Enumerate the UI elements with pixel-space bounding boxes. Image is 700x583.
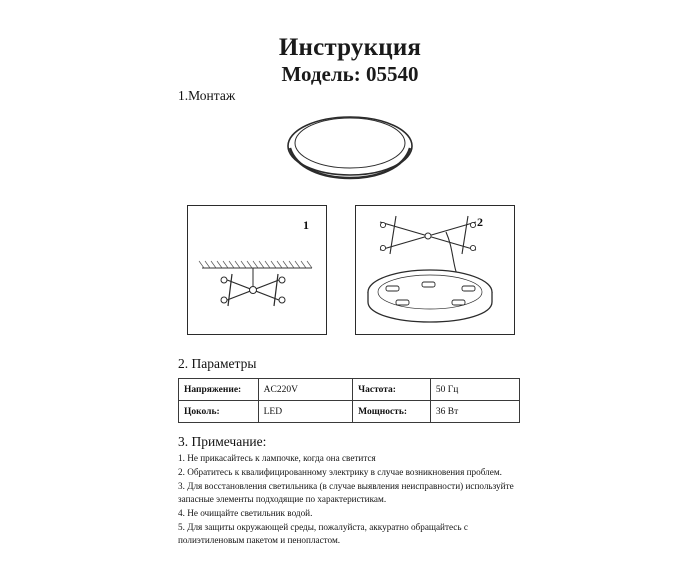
figure-step-1-number: 1 xyxy=(303,218,309,232)
notes-list xyxy=(178,452,526,548)
note-item: 3. Для восстановления светильника (в случае выявления неисправности) используйте запасные элементы подходящие по характеристикам. xyxy=(178,481,514,505)
note-item: 1. Не прикасайтесь к лампочке, когда она светится xyxy=(178,453,376,463)
param-label-voltage: Напряжение: xyxy=(179,379,259,401)
param-value-socket: LED xyxy=(258,401,353,423)
param-label-socket: Цоколь: xyxy=(179,401,259,423)
param-value-voltage: AC220V xyxy=(258,379,353,401)
page-title: Инструкция xyxy=(278,34,422,61)
param-label-power: Мощность: xyxy=(353,401,431,423)
section-heading-parameters: 2. Параметры xyxy=(178,356,257,371)
note-item: 5. Для защиты окружающей среды, пожалуйста, аккуратно обращайтесь с полиэтиленовым пакетом и пенопластом. xyxy=(178,522,468,546)
table-row xyxy=(179,379,520,401)
param-value-frequency: 50 Гц xyxy=(430,379,519,401)
note-item: 4. Не очищайте светильник водой. xyxy=(178,508,313,519)
figure-step-2 xyxy=(355,205,515,335)
section-heading-notes: 3. Примечание: xyxy=(178,434,267,449)
ceiling-lamp-icon xyxy=(286,110,414,182)
table-row xyxy=(179,401,520,423)
parameters-table xyxy=(178,378,520,423)
model-line: Модель: 05540 xyxy=(281,62,419,86)
param-value-power: 36 Вт xyxy=(430,401,519,423)
section-heading-mounting: 1.Монтаж xyxy=(178,88,236,103)
figure-step-2-number: 2 xyxy=(477,215,483,229)
note-item: 2. Обратитесь к квалифицированному электрику в случае возникновения проблем. xyxy=(178,467,502,478)
param-label-frequency: Частота: xyxy=(353,379,431,401)
